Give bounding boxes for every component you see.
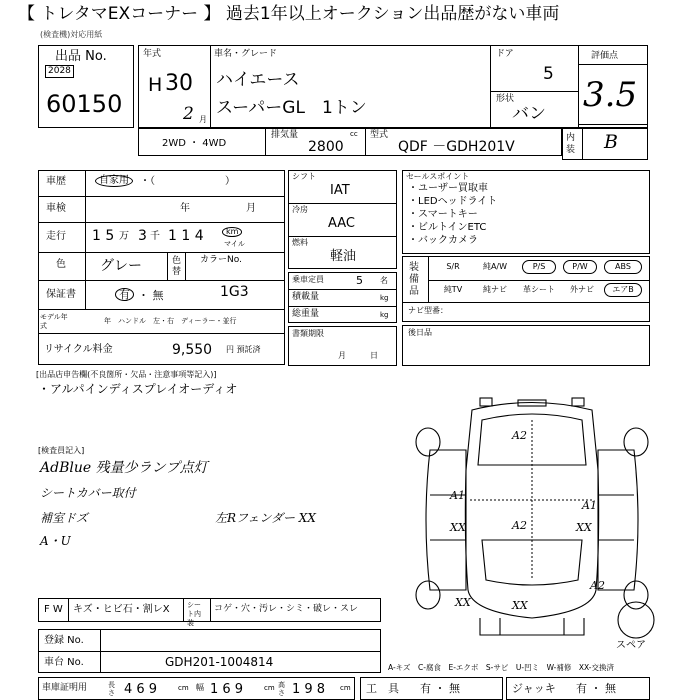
equip-sr: S/R bbox=[446, 262, 460, 271]
mileage-rest: 1 1 4 bbox=[168, 228, 204, 244]
equip-pw: P/W bbox=[563, 260, 597, 274]
length-value: 4 6 9 bbox=[124, 682, 158, 697]
month-unit: 月 bbox=[199, 115, 207, 124]
displacement-value: 2800 bbox=[308, 139, 344, 155]
score-value: 3.5 bbox=[583, 75, 638, 115]
recycle-label: リサイクル料金 bbox=[44, 344, 113, 355]
sales-point-4: ・ビルトインETC bbox=[408, 222, 487, 233]
inspector-title: [検査員記入] bbox=[38, 446, 85, 455]
year-value: 30 bbox=[165, 71, 193, 96]
spare-label: スペア bbox=[616, 640, 646, 651]
lot-number: 60150 bbox=[46, 90, 123, 118]
header-banner bbox=[0, 0, 700, 30]
height-unit: cm bbox=[340, 684, 351, 692]
width-value: 1 6 9 bbox=[210, 682, 244, 697]
diagram-mark-4: A2 bbox=[512, 519, 527, 532]
tools-value: 有 ・ 無 bbox=[420, 682, 460, 695]
inspection-year: 年 bbox=[180, 203, 190, 214]
cc-unit: cc bbox=[350, 130, 358, 138]
jack-label: ジャッキ bbox=[512, 682, 556, 695]
small-code: 2028 bbox=[45, 65, 74, 78]
shape-label: 形状 bbox=[496, 94, 515, 104]
seat-text: コゲ・穴・汚レ・シミ・破レ・スレ bbox=[214, 604, 359, 614]
diagram-mark-9: XX bbox=[512, 599, 528, 612]
doors-value: 5 bbox=[543, 64, 554, 84]
chassis-value: GDH201-1004814 bbox=[165, 655, 274, 669]
shift-label: シフト bbox=[292, 172, 316, 181]
color-no-label: カラーNo. bbox=[200, 255, 242, 265]
fuel-value: 軽油 bbox=[330, 249, 357, 264]
width-label: 幅 bbox=[196, 683, 204, 692]
vehicle-grade: スーパーGL 1トン bbox=[216, 98, 367, 118]
interior-label: 内装 bbox=[566, 133, 576, 155]
equip-leather: 革シート bbox=[523, 285, 555, 294]
diagram-mark-1: A2 bbox=[512, 429, 527, 442]
length-unit: cm bbox=[178, 684, 189, 692]
recycle-value: 9,550 bbox=[172, 342, 213, 358]
drive-label: 2WD ・ 4WD bbox=[162, 138, 227, 149]
interior-value: B bbox=[604, 131, 618, 153]
diagram-mark-5: XX bbox=[576, 521, 592, 534]
vehicle-name: ハイエース bbox=[216, 70, 300, 90]
model-label: 型式 bbox=[370, 130, 389, 140]
equip-ext-navi: 外ナビ bbox=[570, 285, 594, 294]
era: H bbox=[148, 74, 163, 96]
diagram-mark-8: A2 bbox=[590, 579, 605, 592]
equip-navi: 純ナビ bbox=[483, 285, 507, 294]
lot-label: 出品 No. bbox=[55, 49, 107, 64]
inspection-month: 月 bbox=[246, 203, 256, 214]
capacity-value: 5 bbox=[356, 274, 363, 287]
sales-points-title: セールスポイント bbox=[406, 172, 470, 181]
aircon-label: 冷房 bbox=[292, 205, 308, 214]
damage-legend: A-キズ C-腐食 E-エクボ S-サビ U-凹ミ W-補修 XX-交換済 bbox=[388, 663, 614, 672]
model-year-rest: 年 ハンドル 左・右 ディーラー・並行 bbox=[104, 317, 237, 325]
km-unit: km bbox=[222, 227, 242, 237]
color-value: グレー bbox=[100, 258, 142, 274]
navi-label: ナビ型番： bbox=[408, 306, 448, 315]
warranty-rest: ・ 無 bbox=[138, 289, 164, 302]
displacement-label: 排気量 bbox=[271, 130, 299, 140]
fuel-label: 燃料 bbox=[292, 238, 308, 247]
recycle-unit: 円 預託済 bbox=[226, 345, 261, 354]
height-value: 1 9 8 bbox=[292, 682, 326, 697]
sales-point-3: ・スマートキー bbox=[408, 209, 478, 220]
arrival-label: 後日品 bbox=[408, 328, 432, 337]
equip-alloy: 純A/W bbox=[482, 262, 508, 271]
reg-label: 登録 No. bbox=[44, 635, 84, 646]
score-label: 評価点 bbox=[591, 51, 619, 61]
docs-date: 月 日 bbox=[338, 351, 378, 360]
shift-value: IAT bbox=[330, 183, 350, 198]
car-damage-diagram bbox=[410, 390, 655, 650]
capacity-unit: 名 bbox=[380, 276, 388, 285]
equip-abs: ABS bbox=[604, 260, 642, 274]
history-label: 車歴 bbox=[46, 176, 66, 187]
seat-label: シート内装 bbox=[187, 601, 201, 627]
load-unit: kg bbox=[380, 294, 389, 302]
name-label: 車名・グレード bbox=[214, 49, 278, 59]
sen-unit: 千 bbox=[150, 231, 160, 242]
sales-point-5: ・バックカメラ bbox=[408, 235, 478, 246]
cert-label: 車庫証明用 bbox=[42, 683, 88, 693]
inspector-line3: 補室ドズ bbox=[40, 511, 88, 525]
shape-value: バン bbox=[512, 104, 546, 124]
total-weight-unit: kg bbox=[380, 311, 389, 319]
declaration-line1: ・アルパインディスプレイオーディオ bbox=[38, 382, 238, 396]
chassis-label: 車台 No. bbox=[44, 657, 84, 668]
mileage-sen: 3 bbox=[138, 228, 147, 244]
mileage-man: 1 5 bbox=[92, 228, 115, 244]
equip-ps: P/S bbox=[522, 260, 556, 274]
warranty-yes: 有 bbox=[115, 288, 134, 301]
equipment-label: 装備品 bbox=[409, 262, 419, 297]
total-weight-label: 総重量 bbox=[292, 309, 320, 319]
fw-label: F W bbox=[44, 604, 63, 615]
color-change-label: 色替 bbox=[172, 256, 182, 277]
diagram-mark-2: A1 bbox=[450, 489, 465, 502]
width-unit: cm bbox=[264, 684, 275, 692]
header-title: 【 トレタマEXコーナー 】 過去1年以上オークション出品歴がない車両 bbox=[18, 4, 560, 24]
aircon-value: AAC bbox=[328, 216, 355, 231]
equip-airbag: エアB bbox=[604, 283, 642, 297]
specs-box bbox=[38, 170, 285, 365]
inspection-label: 車検 bbox=[46, 203, 66, 214]
diagram-mark-3: XX bbox=[450, 521, 466, 534]
model-value: QDF －GDH201V bbox=[398, 139, 515, 155]
inspector-line5: A・U bbox=[40, 534, 71, 548]
tools-label: 工 具 bbox=[366, 682, 399, 695]
mile-unit: マイル bbox=[224, 240, 245, 248]
jack-value: 有 ・ 無 bbox=[576, 682, 616, 695]
declaration-title: [出品店申告欄(不良箇所・欠品・注意事項等記入)] bbox=[36, 370, 217, 379]
arrival-box bbox=[402, 325, 650, 366]
sales-point-2: ・LEDヘッドライト bbox=[408, 196, 498, 207]
year-label: 年式 bbox=[143, 49, 162, 59]
length-label: 長さ bbox=[108, 681, 115, 697]
load-label: 積載量 bbox=[292, 292, 320, 302]
sheet-subtitle: (検査機)対応用紙 bbox=[40, 30, 103, 39]
docs-label: 書類期限 bbox=[292, 329, 324, 338]
doors-label: ドア bbox=[496, 49, 514, 59]
equip-tv: 純TV bbox=[443, 285, 463, 294]
sales-point-1: ・ユーザー買取車 bbox=[408, 183, 488, 194]
color-no-value: 1G3 bbox=[220, 284, 249, 300]
fw-text: キズ・ヒビ石・割レX bbox=[73, 604, 170, 615]
inspector-line2: シートカバー取付 bbox=[40, 486, 136, 500]
height-label: 高さ bbox=[278, 681, 285, 697]
inspector-line4: 左Rフェンダー XX bbox=[215, 511, 316, 525]
diagram-mark-7: XX bbox=[455, 596, 471, 609]
inspector-line1: AdBlue 残量少ランプ点灯 bbox=[40, 460, 208, 476]
warranty-label: 保証書 bbox=[46, 289, 76, 300]
man-unit: 万 bbox=[119, 231, 129, 242]
color-label: 色 bbox=[56, 259, 66, 270]
model-year-label: モデル年式 bbox=[40, 313, 68, 330]
history-rest: ・（ ） bbox=[140, 176, 235, 187]
history-value: 自家用 bbox=[95, 175, 133, 187]
capacity-label: 乗車定員 bbox=[292, 275, 324, 284]
mileage-label: 走行 bbox=[46, 231, 66, 242]
diagram-mark-6: A1 bbox=[582, 499, 597, 512]
month-value: 2 bbox=[183, 104, 194, 124]
